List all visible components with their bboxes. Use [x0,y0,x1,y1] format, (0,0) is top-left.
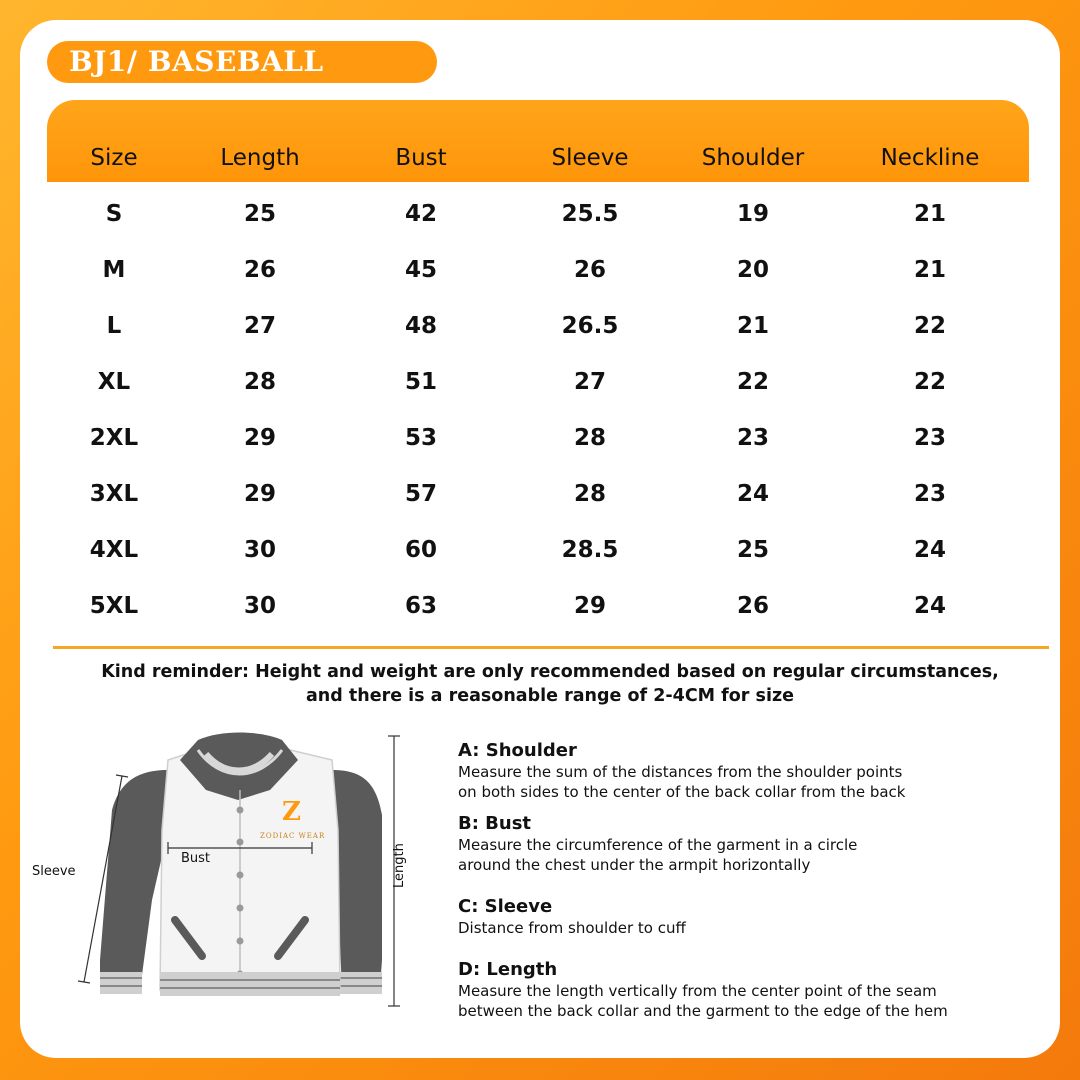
measurement-cell: 53 [404,425,437,451]
measurement-cell: 26 [736,593,769,619]
jacket-illustration [20,720,420,1020]
measurement-cell: 23 [736,425,769,451]
measurement-cell: 28 [573,425,606,451]
length-label: Length [392,843,407,888]
measurement-cell: 57 [404,481,437,507]
measurement-description: between the back collar and the garment to the edge of the hem [458,1002,948,1020]
measurement-cell: 60 [404,537,437,563]
size-cell: L [106,313,122,339]
brand-logo-mark: Z [282,797,301,827]
reminder-line-2: and there is a reasonable range of 2-4CM for size [306,686,794,706]
size-cell: S [105,201,123,227]
size-cell: 5XL [89,593,139,619]
measurement-cell: 63 [404,593,437,619]
measurement-cell: 28 [573,481,606,507]
measurement-cell: 21 [913,201,946,227]
measurement-cell: 29 [243,481,276,507]
measurement-item [458,740,905,802]
measurement-cell: 42 [404,201,437,227]
measurement-cell: 21 [913,257,946,283]
measurement-cell: 29 [573,593,606,619]
measurement-cell: 24 [736,481,769,507]
size-cell: 4XL [89,537,139,563]
measurement-title: D: Length [458,959,558,980]
measurement-description: Measure the sum of the distances from the shoulder points [458,763,903,781]
measurement-cell: 28.5 [561,537,619,563]
measurement-cell: 25 [736,537,769,563]
size-cell: 3XL [89,481,139,507]
bust-label: Bust [181,851,211,866]
measurement-cell: 21 [736,313,769,339]
measurement-description: Measure the length vertically from the center point of the seam [458,982,937,1000]
measurement-item [458,959,948,1021]
measurement-cell: 20 [736,257,769,283]
measurement-description: Measure the circumference of the garment in a circle [458,836,858,854]
measurement-item [458,896,686,938]
measurement-description: Distance from shoulder to cuff [458,919,686,937]
measurement-cell: 19 [736,201,769,227]
measurement-cell: 22 [913,369,946,395]
measurement-cell: 25 [243,201,276,227]
size-cell: XL [97,369,131,395]
measurement-cell: 24 [913,593,946,619]
measurement-cell: 26 [573,257,606,283]
measurement-title: C: Sleeve [458,896,553,917]
measurement-cell: 22 [736,369,769,395]
reminder-line-1: Kind reminder: Height and weight are only recommended based on regular circumstances, [101,662,999,682]
measurement-cell: 23 [913,481,946,507]
measurement-cell: 29 [243,425,276,451]
column-header-bust: Bust [395,145,447,171]
left-cuff [100,972,142,994]
column-header-sleeve: Sleeve [551,145,629,171]
measurement-cell: 27 [573,369,606,395]
size-cell: M [102,257,126,283]
measurement-title: B: Bust [458,813,532,834]
left-sleeve [100,770,168,990]
measurement-cell: 26 [243,257,276,283]
brand-logo-text: ZODIAC WEAR [260,832,326,840]
section-divider [53,646,1049,649]
measurement-cell: 48 [404,313,437,339]
measurement-cell: 25.5 [561,201,619,227]
column-header-neckline: Neckline [880,145,980,171]
measurement-description: around the chest under the armpit horizontally [458,856,811,874]
sleeve-label: Sleeve [32,864,76,879]
measurement-cell: 30 [243,537,276,563]
measurement-cell: 45 [404,257,437,283]
measurement-item [458,813,857,875]
measurement-cell: 22 [913,313,946,339]
measurement-title: A: Shoulder [458,740,577,761]
jacket-hem [160,972,340,996]
measurement-description: on both sides to the center of the back collar from the back [458,783,906,801]
measurement-cell: 27 [243,313,276,339]
right-cuff [340,972,382,994]
measurement-cell: 28 [243,369,276,395]
measurement-cell: 30 [243,593,276,619]
column-header-shoulder: Shoulder [701,145,805,171]
kind-reminder [60,660,1040,708]
product-title: BJ1/ BASEBALL [47,41,437,83]
column-header-length: Length [220,145,300,171]
measurement-cell: 23 [913,425,946,451]
column-header-size: Size [90,145,138,171]
size-cell: 2XL [89,425,139,451]
measurement-cell: 24 [913,537,946,563]
measurement-cell: 26.5 [561,313,619,339]
measurement-cell: 51 [404,369,437,395]
